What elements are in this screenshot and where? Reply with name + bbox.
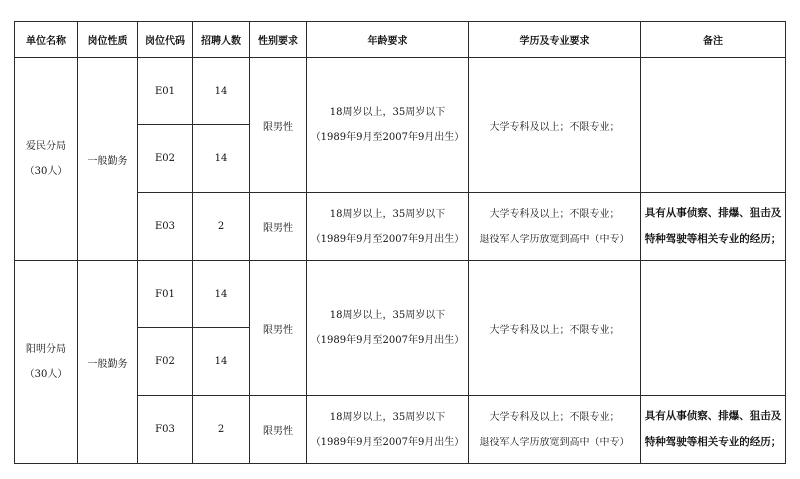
education-requirement: 大学专科及以上；不限专业； (469, 58, 641, 193)
recruit-count: 2 (193, 396, 250, 464)
notes-cell (641, 193, 786, 261)
recruit-count: 2 (193, 193, 250, 261)
unit-name: 阳明分局 (26, 344, 66, 355)
unit-count: （30人） (24, 369, 68, 380)
gender-requirement: 限男性 (250, 261, 307, 396)
notes-empty (641, 58, 786, 193)
position-nature: 一般勤务 (78, 261, 138, 464)
gender-requirement: 限男性 (250, 396, 307, 464)
table-row (15, 261, 786, 328)
birth-range: （1989年9月至2007年9月出生） (310, 132, 465, 143)
birth-range: （1989年9月至2007年9月出生） (310, 335, 465, 346)
note-line-1: 具有从事侦察、排爆、狙击及 (644, 409, 782, 422)
header-gender: 性别要求 (250, 22, 307, 58)
position-code: F02 (138, 328, 193, 396)
birth-range: （1989年9月至2007年9月出生） (310, 436, 465, 448)
unit-name-cell (15, 58, 78, 261)
note-line-2: 特种驾驶等相关专业的经历； (644, 232, 782, 245)
age-requirement (307, 261, 469, 396)
position-code: F01 (138, 261, 193, 328)
note-line-2: 特种驾驶等相关专业的经历； (644, 435, 782, 448)
note-line-1: 具有从事侦察、排爆、狙击及 (644, 206, 782, 219)
veteran-exception: 退役军人学历放宽到高中（中专） (479, 436, 630, 448)
unit-name: 爱民分局 (26, 141, 66, 152)
header-notes: 备注 (641, 22, 786, 58)
position-code: E01 (138, 58, 193, 125)
header-position-code: 岗位代码 (138, 22, 193, 58)
age-requirement (307, 396, 469, 464)
education-level: 大学专科及以上；不限专业； (489, 208, 620, 220)
table-row (15, 58, 786, 125)
recruitment-table (14, 21, 786, 464)
recruit-count: 14 (193, 58, 250, 125)
position-code: E02 (138, 125, 193, 193)
header-row (15, 22, 786, 58)
education-level: 大学专科及以上；不限专业； (489, 411, 620, 423)
header-age: 年龄要求 (307, 22, 469, 58)
recruit-count: 14 (193, 261, 250, 328)
unit-name-cell (15, 261, 78, 464)
notes-empty (641, 261, 786, 396)
age-range: 18周岁以上，35周岁以下 (329, 107, 446, 118)
education-requirement (469, 396, 641, 464)
recruit-count: 14 (193, 125, 250, 193)
position-code: E03 (138, 193, 193, 261)
birth-range: （1989年9月至2007年9月出生） (310, 233, 465, 245)
header-education: 学历及专业要求 (469, 22, 641, 58)
recruit-count: 14 (193, 328, 250, 396)
header-recruit-count: 招聘人数 (193, 22, 250, 58)
age-requirement (307, 58, 469, 193)
age-range: 18周岁以上，35周岁以下 (329, 411, 446, 423)
age-range: 18周岁以上，35周岁以下 (329, 208, 446, 220)
gender-requirement: 限男性 (250, 193, 307, 261)
header-unit-name: 单位名称 (15, 22, 78, 58)
age-requirement (307, 193, 469, 261)
unit-count: （30人） (24, 166, 68, 177)
position-code: F03 (138, 396, 193, 464)
gender-requirement: 限男性 (250, 58, 307, 193)
veteran-exception: 退役军人学历放宽到高中（中专） (479, 233, 630, 245)
education-requirement (469, 193, 641, 261)
notes-cell (641, 396, 786, 464)
header-position-nature: 岗位性质 (78, 22, 138, 58)
education-requirement: 大学专科及以上；不限专业； (469, 261, 641, 396)
position-nature: 一般勤务 (78, 58, 138, 261)
age-range: 18周岁以上，35周岁以下 (329, 310, 446, 321)
